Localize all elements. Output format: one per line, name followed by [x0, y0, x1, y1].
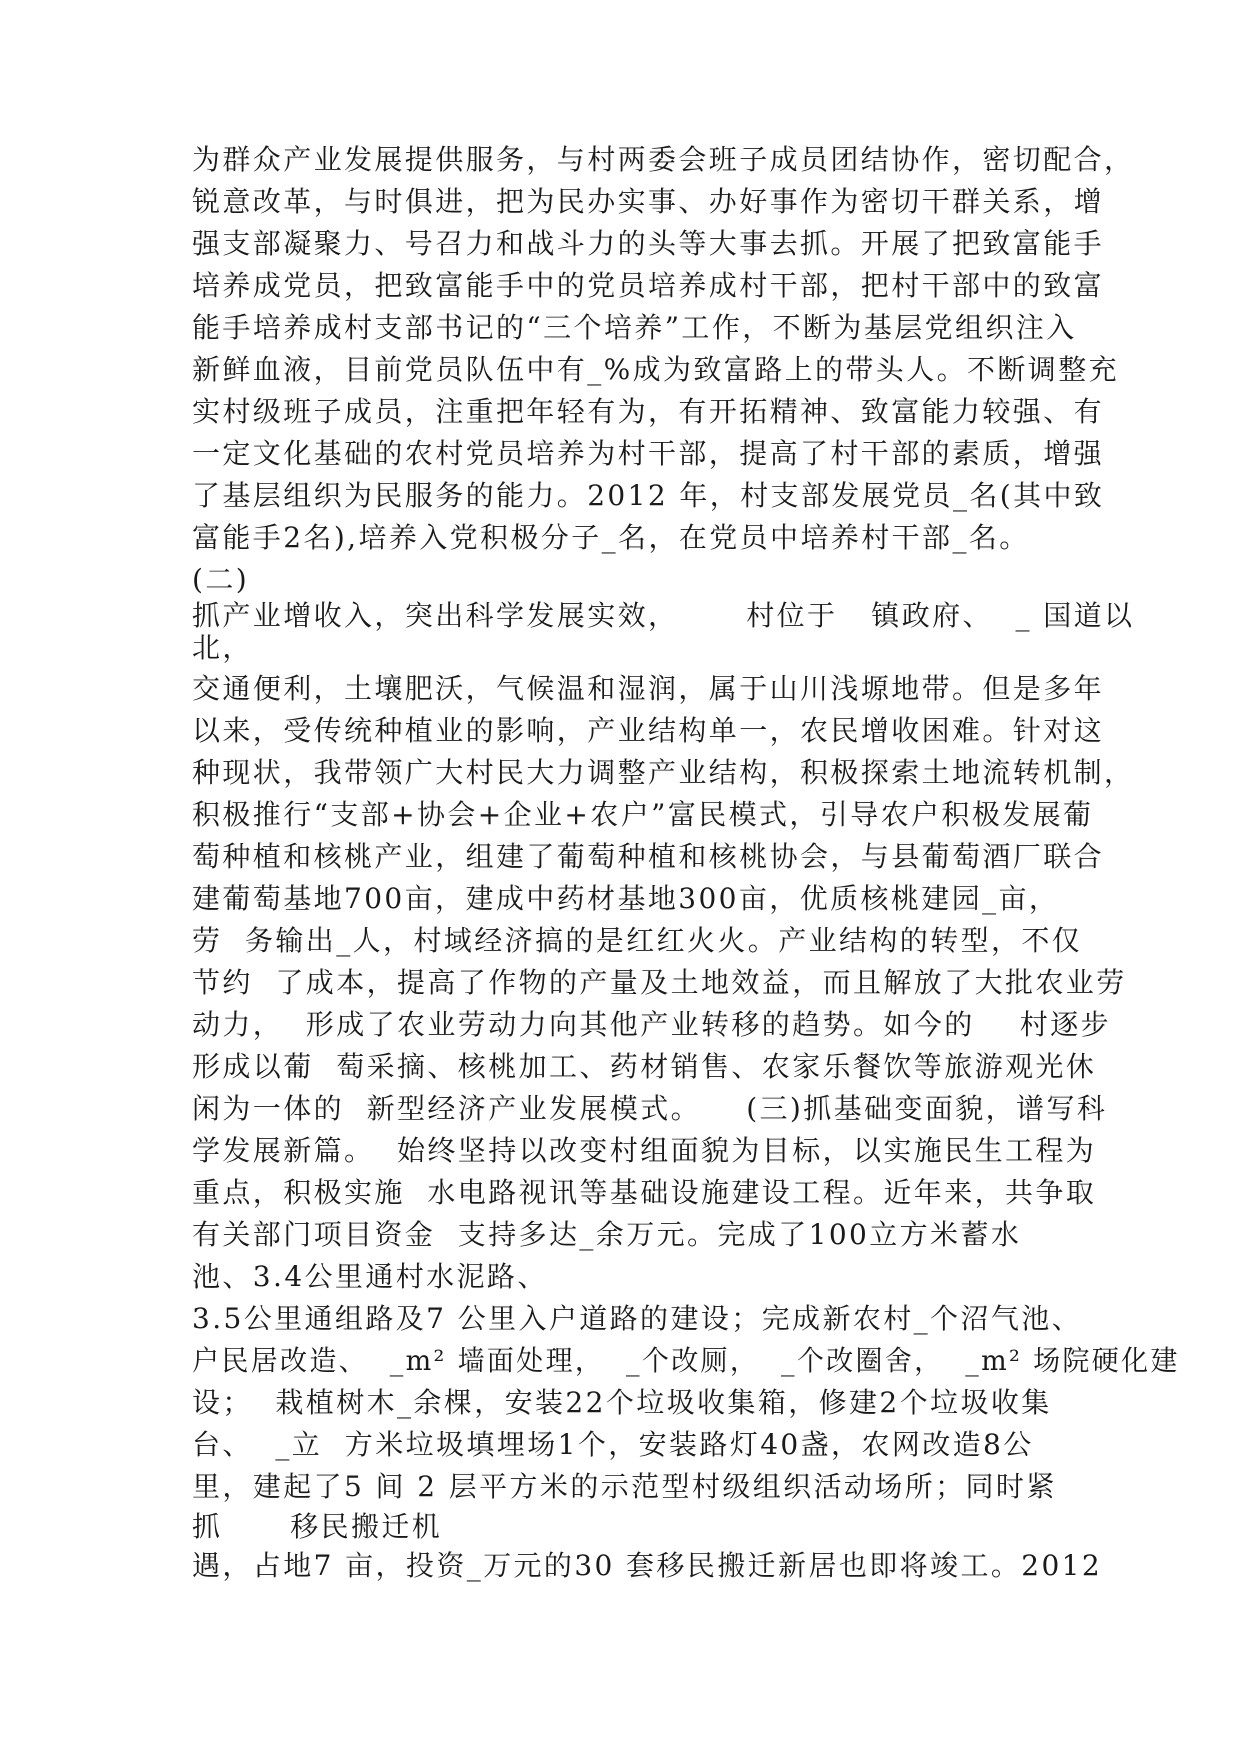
body-text-line: 富能手2名),培养入党积极分子_名，在党员中培养村干部_名。 — [192, 521, 1030, 554]
body-text-line: 有关部门项目资金 支持多达_余万元。完成了100立方米蓄水 — [192, 1218, 1022, 1251]
body-text-line: 重点，积极实施 水电路视讯等基础设施建设工程。近年来，共争取 — [192, 1176, 1097, 1209]
body-text-line: 新鲜血液，目前党员队伍中有_%成为致富路上的带头人。不断调整充 — [192, 353, 1120, 386]
body-text-line: 为群众产业发展提供服务，与村两委会班子成员团结协作，密切配合， — [192, 143, 1135, 176]
body-text-line: 实村级班子成员，注重把年轻有为，有开拓精神、致富能力较强、有 — [192, 395, 1105, 428]
body-text-line: 以来，受传统种植业的影响，产业结构单一，农民增收困难。针对这 — [192, 714, 1105, 747]
body-text-line: 锐意改革，与时俱进，把为民办实事、办好事作为密切干群关系，增 — [192, 185, 1105, 218]
body-text-line: 建葡萄基地700亩，建成中药材基地300亩，优质核桃建园_亩， — [192, 882, 1060, 915]
body-text-line: 学发展新篇。 始终坚持以改变村组面貌为目标，以实施民生工程为 — [192, 1134, 1097, 1167]
section-heading: (二) — [192, 563, 250, 596]
body-text-line: 池、3.4公里通村水泥路、 — [192, 1260, 548, 1293]
body-text-line: 萄种植和核桃产业，组建了葡萄种植和核桃协会，与县葡萄酒厂联合 — [192, 840, 1105, 873]
body-text-line: 节约 了成本，提高了作物的产量及土地效益，而且解放了大批农业劳 — [192, 966, 1127, 999]
body-text-line: 北， — [192, 631, 253, 664]
body-text-line: 台、 _立 方米垃圾填埋场1个，安装路灯40盏，农网改造8公 — [192, 1428, 1034, 1461]
body-text-line: 里，建起了5 间 2 层平方米的示范型村级组织活动场所；同时紧 — [192, 1470, 1057, 1503]
body-text-line: 能手培养成村支部书记的“三个培养”工作，不断为基层党组织注入 — [192, 311, 1077, 344]
body-text-line: 强支部凝聚力、号召力和战斗力的头等大事去抓。开展了把致富能手 — [192, 227, 1105, 260]
body-text-line: 交通便利，土壤肥沃，气候温和湿润，属于山川浅塬地带。但是多年 — [192, 672, 1105, 705]
body-text-line: 3.5公里通组路及7 公里入户道路的建设；完成新农村_个沼气池、 — [192, 1302, 1083, 1335]
body-text-line: 一定文化基础的农村党员培养为村干部，提高了村干部的素质，增强 — [192, 437, 1105, 470]
body-text-line: 户民居改造、 _m² 墙面处理， _个改厕， _个改圈舍， _m² 场院硬化建 — [192, 1344, 1180, 1377]
body-text-line: 劳 务输出_人，村域经济搞的是红红火火。产业结构的转型，不仅 — [192, 924, 1083, 957]
body-text-line: 抓 移民搬迁机 — [192, 1510, 443, 1543]
body-text-line: 闲为一体的 新型经济产业发展模式。 (三)抓基础变面貌，谱写科 — [192, 1092, 1108, 1125]
body-text-line: 遇，占地7 亩，投资_万元的30 套移民搬迁新居也即将竣工。2012 — [192, 1549, 1103, 1582]
body-text-line: 了基层组织为民服务的能力。2012 年，村支部发展党员_名(其中致 — [192, 479, 1105, 512]
body-text-line: 动力， 形成了农业劳动力向其他产业转移的趋势。如今的 村逐步 — [192, 1008, 1112, 1041]
body-text-line: 抓产业增收入，突出科学发展实效， 村位于 镇政府、 _ 国道以 — [192, 599, 1135, 632]
body-text-line: 种现状，我带领广大村民大力调整产业结构，积极探索土地流转机制， — [192, 756, 1135, 789]
body-text-line: 积极推行“支部+协会+企业+农户”富民模式，引导农户积极发展葡 — [192, 798, 1094, 831]
body-text-line: 设； 栽植树木_余棵，安装22个垃圾收集箱，修建2个垃圾收集 — [192, 1386, 1052, 1419]
body-text-line: 形成以葡 萄采摘、核桃加工、药材销售、农家乐餐饮等旅游观光休 — [192, 1050, 1097, 1083]
body-text-line: 培养成党员，把致富能手中的党员培养成村干部，把村干部中的致富 — [192, 269, 1105, 302]
